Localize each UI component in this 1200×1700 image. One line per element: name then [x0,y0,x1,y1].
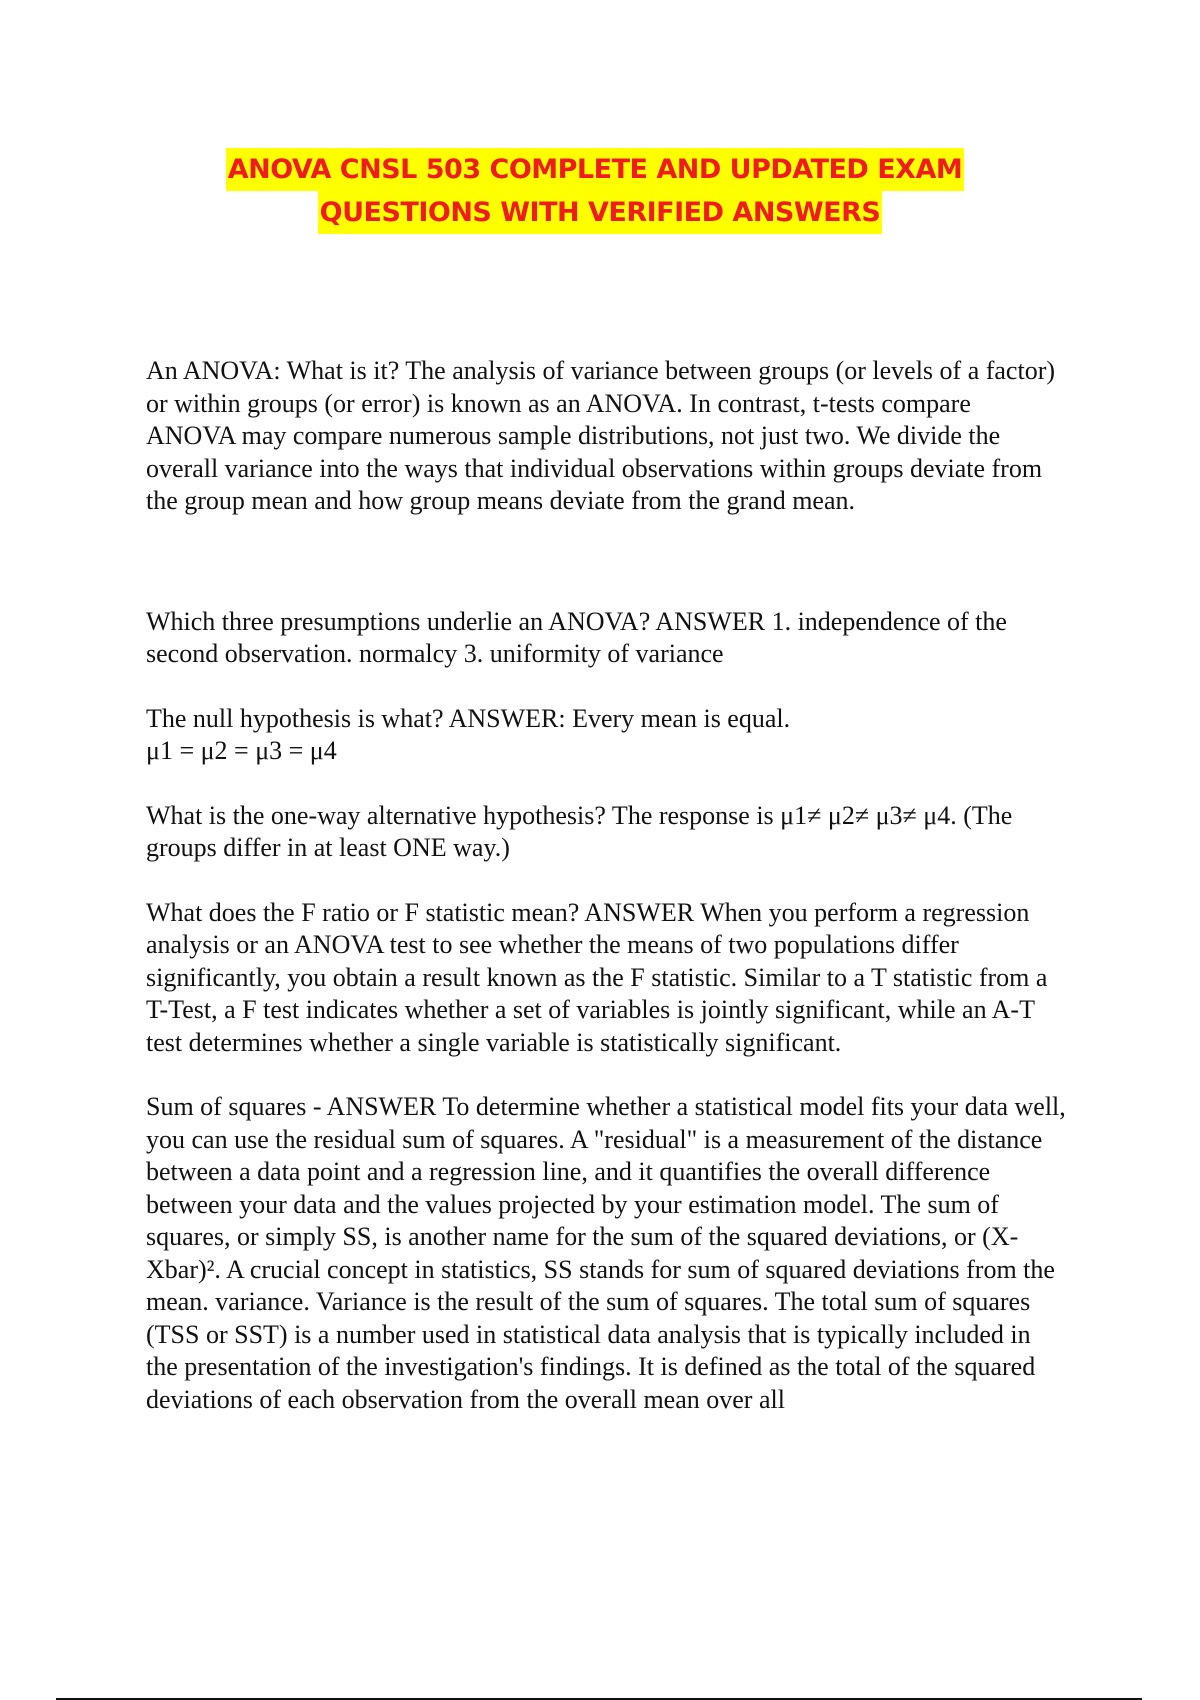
document-body [146,355,1066,1416]
paragraph-sum-of-squares: Sum of squares - ANSWER To determine whether a statistical model fits your data well, you can use the residual sum of squares. A "residual" is a measurement of the distance between a data point and a regression line, and it quantifies the overall difference between your data and the values projected by your estimation model. The sum of squares, or simply SS, is another name for the sum of the squared deviations, or (X-Xbar)². A crucial concept in statistics, SS stands for sum of squared deviations from the mean. variance. Variance is the result of the sum of squares. The total sum of squares (TSS or SST) is a number used in statistical data analysis that is typically included in the presentation of the investigation's findings. It is defined as the total of the squared deviations of each observation from the overall mean over all [146,1092,1066,1414]
title-line-2: QUESTIONS WITH VERIFIED ANSWERS [318,191,883,234]
paragraph-anova-compare: ANOVA may compare numerous sample distributions, not just two. We divide the overall variance into the ways that individual observations within groups deviate from the group mean and how group means deviate from the grand mean. [146,421,1043,515]
paragraph-assumptions: Which three presumptions underlie an ANOVA? ANSWER 1. independence of the second observation. normalcy 3. uniformity of variance [146,606,1007,668]
paragraph-anova-definition: An ANOVA: What is it? The analysis of variance between groups (or levels of a factor) or within groups (or error) is known as an ANOVA. In contrast, t-tests compare [146,356,1056,418]
paragraph-null-hypothesis: The null hypothesis is what? ANSWER: Every mean is equal. [146,703,791,733]
paragraph-alternative-hypothesis: What is the one-way alternative hypothesis? The response is μ1≠ μ2≠ μ3≠ μ4. (The groups differ in at least ONE way.) [146,800,1013,862]
paragraph-null-equation: μ1 = μ2 = μ3 = μ4 [146,736,337,765]
paragraph-f-statistic: What does the F ratio or F statistic mean? ANSWER When you perform a regression analysis or an ANOVA test to see whether the means of two populations differ significantly, you obtain a result known as the F statistic. Similar to a T statistic from a T-Test, a F test indicates whether a set of variables is jointly significant, while an A-T test determines whether a single variable is statistically significant. [146,897,1048,1057]
document-title [0,148,1200,234]
title-line-1: ANOVA CNSL 503 COMPLETE AND UPDATED EXAM [226,148,965,191]
